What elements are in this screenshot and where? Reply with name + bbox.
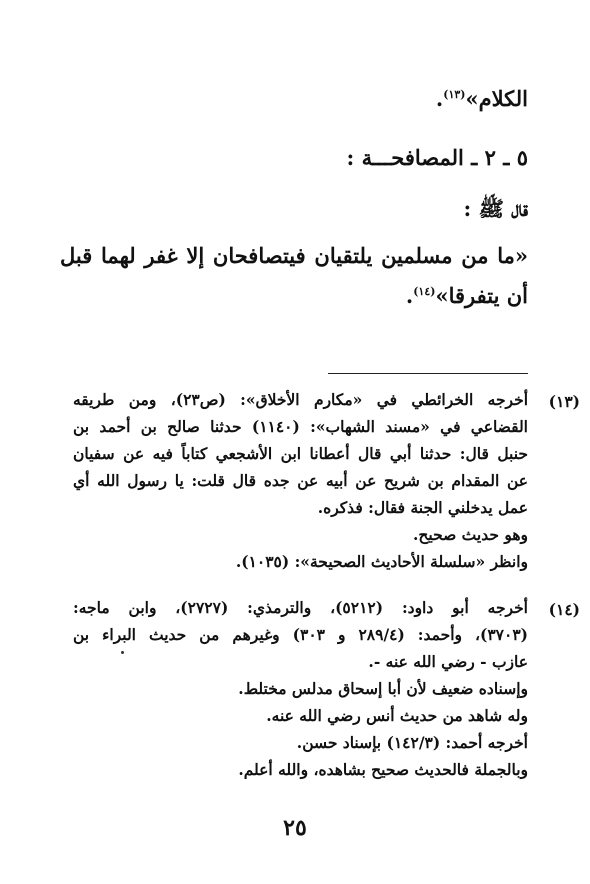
footnote-14-line: وبالجملة فالحديث صحيح بشاهده، والله أعلم.: [238, 760, 528, 779]
hadith-intro: قال ﷺ :: [463, 196, 528, 221]
footnote-13-line: وانظر «سلسلة الأحاديث الصحيحة»: (١٠٣٥).: [235, 552, 528, 571]
period: .: [435, 86, 444, 111]
hadith-line-1: [60, 243, 528, 268]
footnote-ref-14: (١٤): [413, 285, 436, 298]
hadith-line-2: [406, 283, 528, 308]
page-number: ٢٥: [283, 815, 307, 841]
hadith-text-1: «ما من مسلمين يلتقيان فيتصافحان إلا غفر لهما قبل: [60, 243, 528, 268]
footnote-14-line: أخرجه أبو داود: (٥٢١٢)، والترمذي: (٢٧٢٧)، وابن ماجه:: [73, 598, 528, 617]
hadith-text-2: أن يتفرقا»: [435, 283, 528, 308]
footnote-14-line: أخرجه أحمد: (١٤٢/٣) بإسناد حسن.: [296, 733, 528, 752]
footnote-13-line: وهو حديث صحيح.: [413, 525, 528, 544]
continuation-text: الكلام»: [465, 86, 528, 111]
footnote-13-line: حنبل قال: حدثنا أبي قال أعطانا ابن الأشجعي كتاباً فيه عن سفيان: [73, 444, 528, 463]
footnote-14-line: وإسناده ضعيف لأن أبا إسحاق مدلس مختلط.: [238, 679, 528, 698]
footnote-ref-13: (١٣): [443, 88, 466, 101]
speck: [121, 651, 124, 654]
footnote-14-line: عازب - رضي الله عنه -.: [368, 652, 528, 671]
continuation-line: [436, 86, 528, 111]
period: .: [405, 283, 414, 308]
footnote-13-number: (١٣): [548, 392, 580, 411]
footnote-14-number: (١٤): [548, 600, 580, 619]
footnote-13-line: عمل يدخلني الجنة فقال: فذكره.: [317, 498, 528, 517]
footnote-13: [73, 386, 528, 575]
section-heading: ٥ ـ ٢ ـ المصافحـــة :: [346, 145, 528, 170]
footnote-14-line: وله شاهد من حديث أنس رضي الله عنه.: [266, 706, 528, 725]
footnote-separator: [328, 373, 528, 374]
footnote-13-line: القضاعي في «مسند الشهاب»: (١١٤٠) حدثنا صالح بن أحمد بن: [73, 417, 528, 436]
footnote-14: [73, 594, 528, 783]
footnote-13-line: عن المقدام بن شريح عن أبيه عن جده قال قلت: يا رسول الله أي: [73, 471, 528, 490]
footnote-13-line: أخرجه الخرائطي في «مكارم الأخلاق»: (ص٢٣)، ومن طريقه: [73, 390, 528, 409]
footnote-14-line: (٣٧٠٣)، وأحمد: (٢٨٩/٤ و ٣٠٣) وغيرهم من حديث البراء بن: [73, 625, 528, 644]
